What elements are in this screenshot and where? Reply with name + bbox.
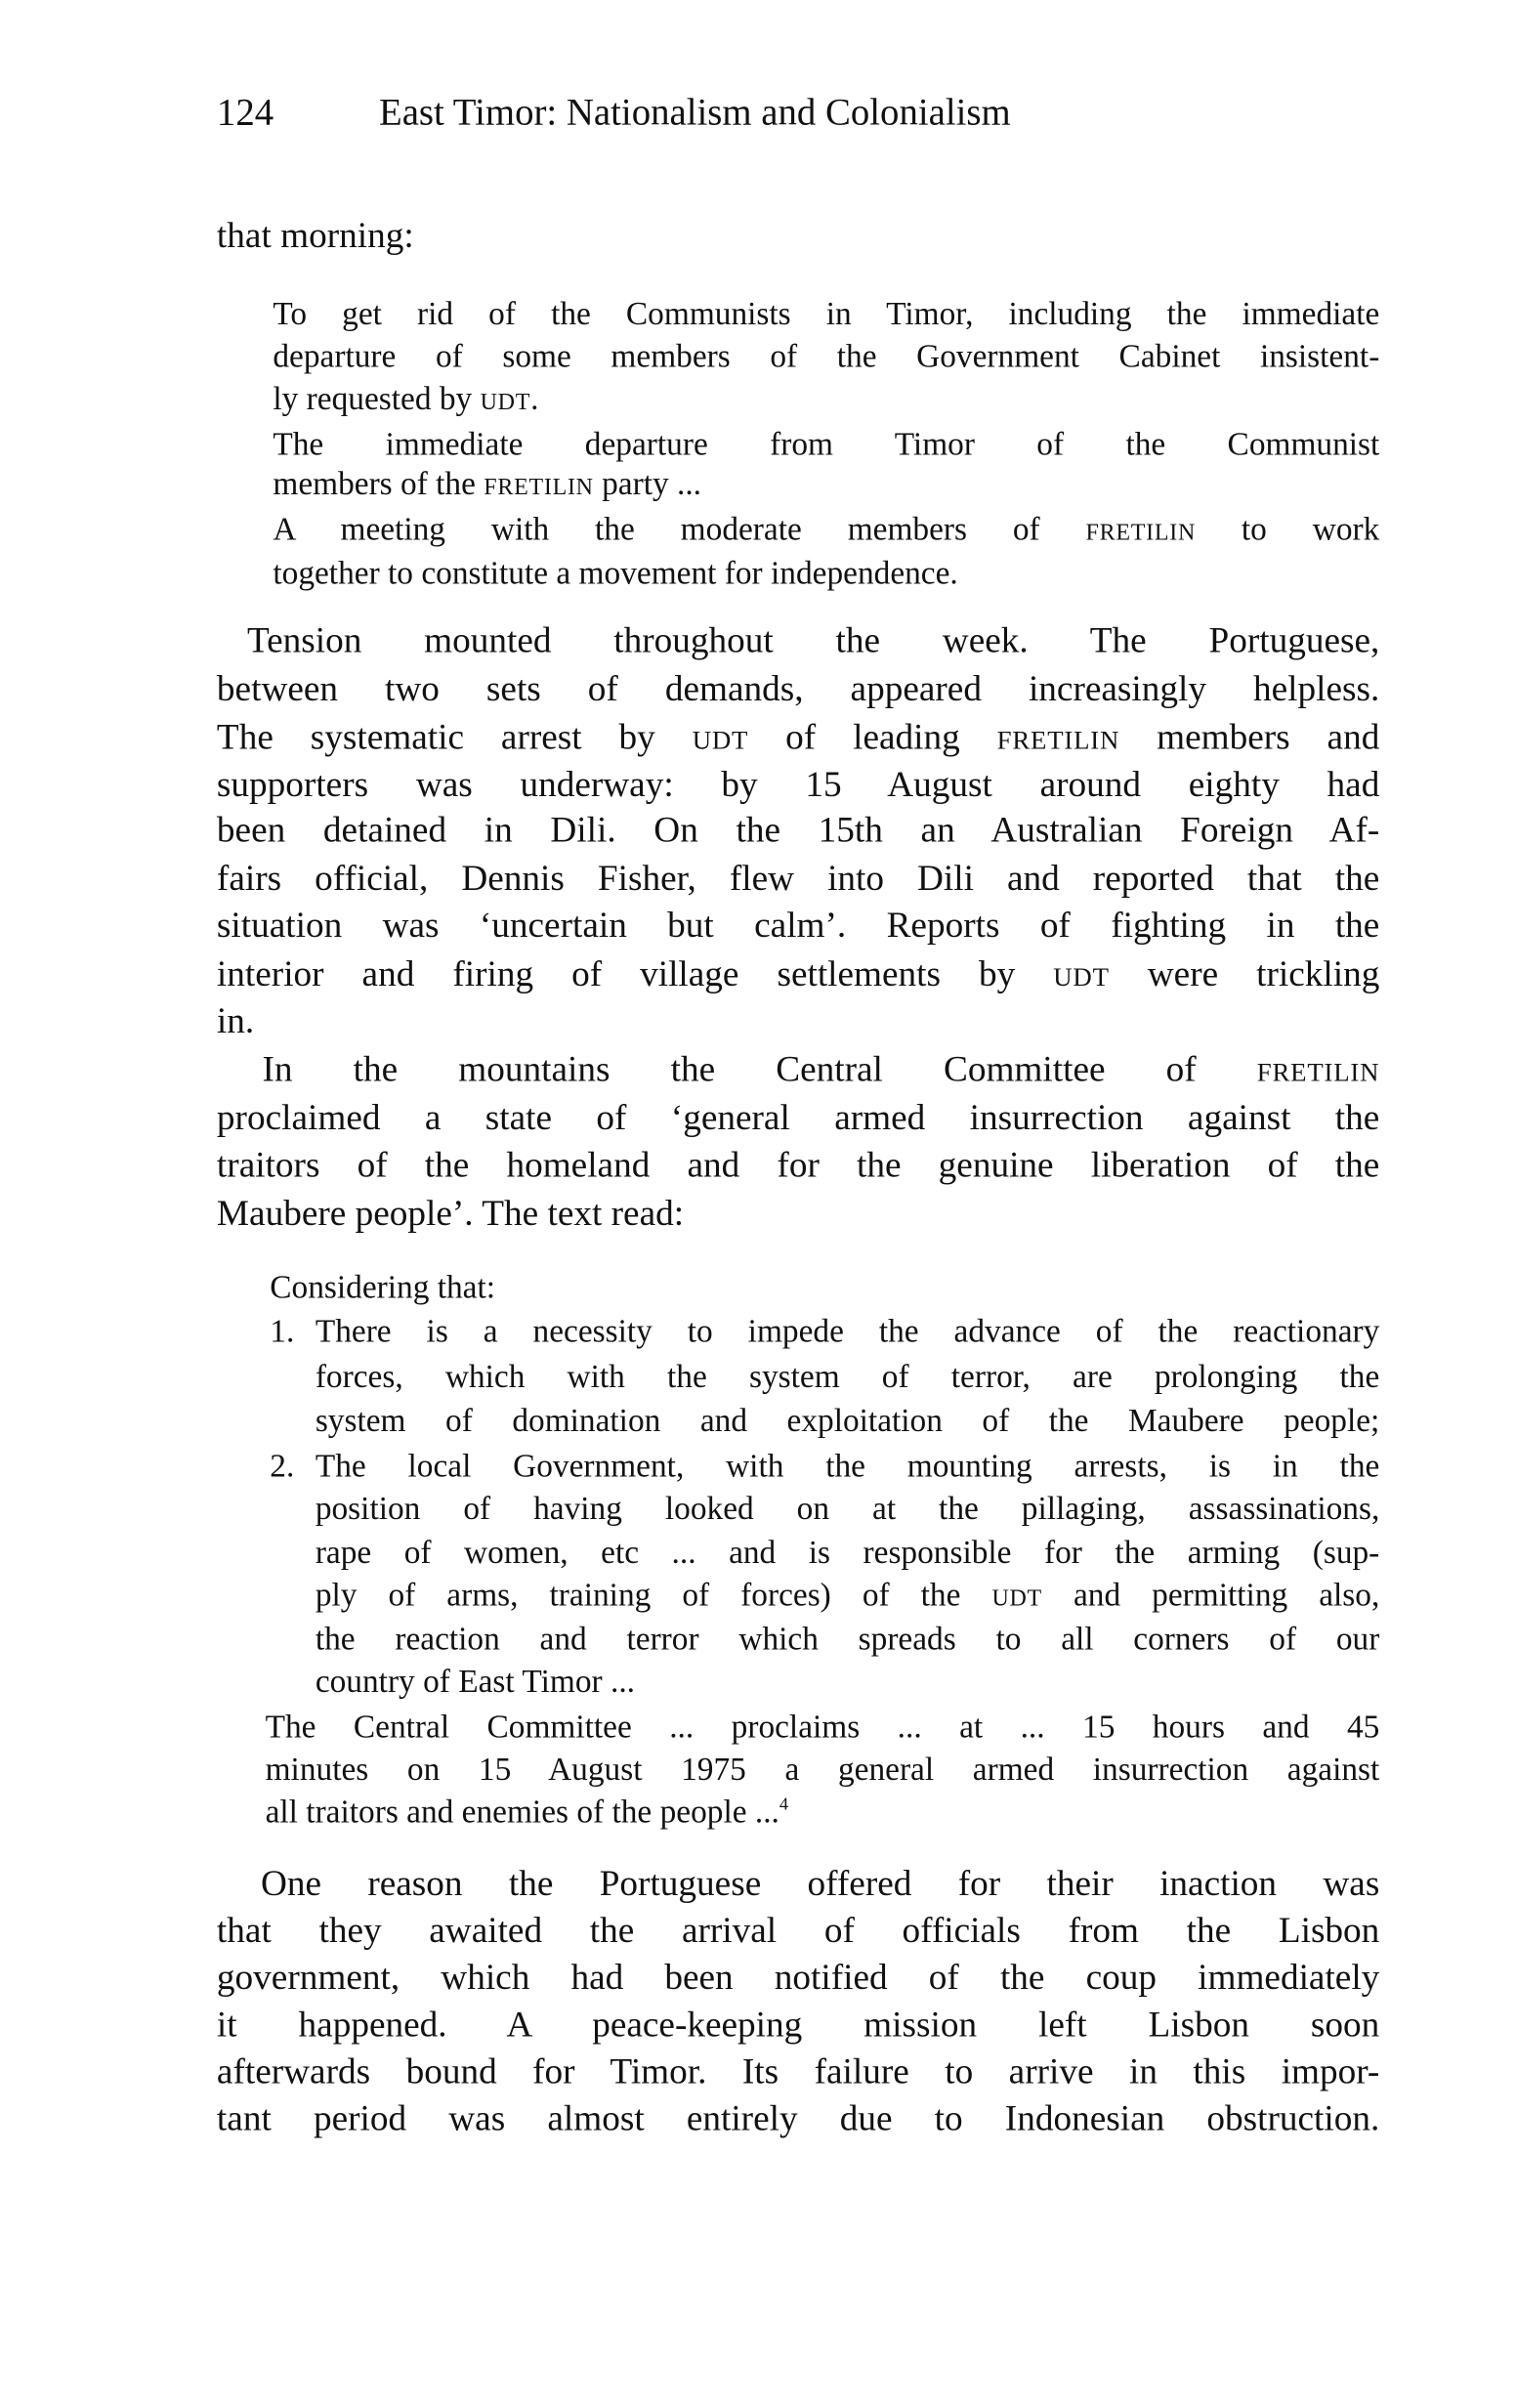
- line-text: The systematic arrest by UDT of leading FRETILIN members and: [216, 718, 1380, 758]
- line-text: members of the FRETILIN party ...: [273, 465, 702, 502]
- quote-line: [273, 338, 1379, 377]
- paragraph-line: [217, 1957, 1379, 2001]
- line-text: situation was ‘uncertain but calm’. Reports of fighting in the: [216, 906, 1380, 946]
- paragraph-line: [262, 1048, 1379, 1095]
- quote-line: [273, 466, 1379, 508]
- quote-line: [266, 1752, 1380, 1791]
- line-text: in.: [216, 1001, 255, 1041]
- small-caps-acronym: FRETILIN: [1085, 520, 1197, 546]
- list-item-line: [316, 1313, 1380, 1352]
- line-text: departure of some members of the Government Cabinet insistent-: [273, 338, 1380, 375]
- quote-line: [273, 381, 1379, 423]
- line-text: fairs official, Dennis Fisher, flew into Dili and reported that the: [216, 859, 1380, 899]
- paragraph-line: [217, 809, 1379, 853]
- paragraph-line: [217, 858, 1379, 902]
- small-caps-acronym: UDT: [1053, 961, 1110, 992]
- line-text: between two sets of demands, appeared increasingly helpless.: [216, 669, 1380, 709]
- line-text: There is a necessity to impede the advance of the reactionary: [315, 1313, 1380, 1350]
- paragraph-line: [217, 1144, 1379, 1188]
- list-item-line: [316, 1664, 1380, 1703]
- list-item-line: [316, 1448, 1380, 1487]
- list-number: 1.: [270, 1313, 295, 1350]
- footnote-marker[interactable]: 4: [779, 1793, 789, 1815]
- line-text: ly requested by UDT.: [273, 380, 539, 417]
- line-text: rape of women, etc ... and is responsible for the arming (sup-: [315, 1534, 1380, 1572]
- line-text: that they awaited the arrival of officials from the Lisbon: [216, 1911, 1380, 1951]
- line-text: Maubere people’. The text read:: [216, 1194, 685, 1234]
- paragraph-line: [247, 619, 1379, 663]
- paragraph-line: [217, 668, 1379, 712]
- small-caps-acronym: UDT: [480, 390, 531, 416]
- line-text: One reason the Portuguese offered for their inaction was: [260, 1864, 1380, 1904]
- small-caps-acronym: FRETILIN: [484, 474, 594, 501]
- paragraph-line: [217, 2097, 1379, 2141]
- line-text: position of having looked on at the pillaging, assassinations,: [315, 1490, 1380, 1528]
- line-text: minutes on 15 August 1975 a general armed insurrection against: [265, 1751, 1380, 1788]
- line-text: proclaimed a state of ‘general armed insurrection against the: [216, 1098, 1380, 1138]
- line-text: Considering that:: [270, 1269, 496, 1306]
- line-text: afterwards bound for Timor. Its failure to arrive in this impor-: [216, 2051, 1380, 2092]
- line-text: The local Government, with the mounting arrests, is in the: [315, 1448, 1380, 1485]
- quote-heading: [270, 1269, 1379, 1308]
- small-caps-acronym: FRETILIN: [996, 725, 1120, 755]
- quote-line: [266, 1709, 1380, 1748]
- line-text: In the mountains the Central Committee of FRETILIN: [262, 1049, 1380, 1090]
- paragraph-line: [217, 1000, 1379, 1044]
- line-text: together to constitute a movement for independence.: [273, 555, 958, 592]
- paragraph-line: [217, 1910, 1379, 1954]
- quote-line: [273, 296, 1379, 335]
- paragraph-line: [217, 1097, 1379, 1141]
- paragraph-line: [217, 953, 1379, 1000]
- line-text: tant period was almost entirely due to Indonesian obstruction.: [216, 2098, 1380, 2139]
- quote-line: [273, 426, 1379, 465]
- line-text: The Central Committee ... proclaims ... at ... 15 hours and 45: [265, 1709, 1380, 1746]
- quote-line: [273, 555, 1379, 594]
- quote-line: [273, 511, 1379, 553]
- line-text: all traitors and enemies of the people ...: [265, 1794, 779, 1831]
- paragraph-line: [217, 764, 1379, 808]
- list-item-line: [316, 1621, 1380, 1660]
- line-text: traitors of the homeland and for the genuine liberation of the: [216, 1145, 1380, 1186]
- list-number: 2.: [270, 1448, 295, 1485]
- line-text: interior and firing of village settlements by UDT were trickling: [216, 954, 1380, 994]
- list-item-line: [316, 1359, 1380, 1398]
- line-text: government, which had been notified of the coup immediately: [216, 1958, 1380, 1998]
- line-text: been detained in Dili. On the 15th an Australian Foreign Af-: [216, 810, 1380, 851]
- line-text: Tension mounted throughout the week. The Portuguese,: [246, 620, 1380, 661]
- small-caps-acronym: UDT: [692, 725, 749, 755]
- line-text: system of domination and exploitation of the Maubere people;: [315, 1402, 1380, 1439]
- line-text: forces, which with the system of terror, are prolonging the: [315, 1358, 1380, 1395]
- small-caps-acronym: UDT: [991, 1585, 1042, 1612]
- paragraph-line: [217, 1193, 1379, 1237]
- line-text: that morning:: [216, 216, 414, 256]
- paragraph-line: [217, 716, 1379, 763]
- page-number: 124: [216, 92, 274, 134]
- small-caps-acronym: FRETILIN: [1256, 1057, 1380, 1087]
- line-text: country of East Timor ...: [315, 1663, 636, 1700]
- paragraph-line: [217, 905, 1379, 949]
- line-text: it happened. A peace-keeping mission left Lisbon soon: [216, 2005, 1380, 2046]
- paragraph-line: [217, 2050, 1379, 2094]
- paragraph-line: [217, 2004, 1379, 2048]
- line-text: To get rid of the Communists in Timor, including the immediate: [273, 295, 1380, 333]
- line-text: supporters was underway: by 15 August around eighty had: [216, 765, 1380, 805]
- paragraph-line: [261, 1863, 1379, 1907]
- list-item-line: [316, 1491, 1380, 1530]
- running-title: East Timor: Nationalism and Colonialism: [379, 92, 1011, 134]
- intro-line: [217, 215, 1379, 259]
- quote-line: [266, 1794, 1380, 1833]
- list-item-line: [316, 1403, 1380, 1442]
- list-item-line: [316, 1577, 1380, 1619]
- list-item-line: [316, 1535, 1380, 1574]
- line-text: The immediate departure from Timor of the Communist: [273, 426, 1380, 463]
- line-text: A meeting with the moderate members of FRETILIN to work: [273, 511, 1380, 548]
- line-text: ply of arms, training of forces) of the UDT and permitting also,: [315, 1577, 1380, 1614]
- line-text: the reaction and terror which spreads to all corners of our: [315, 1621, 1380, 1658]
